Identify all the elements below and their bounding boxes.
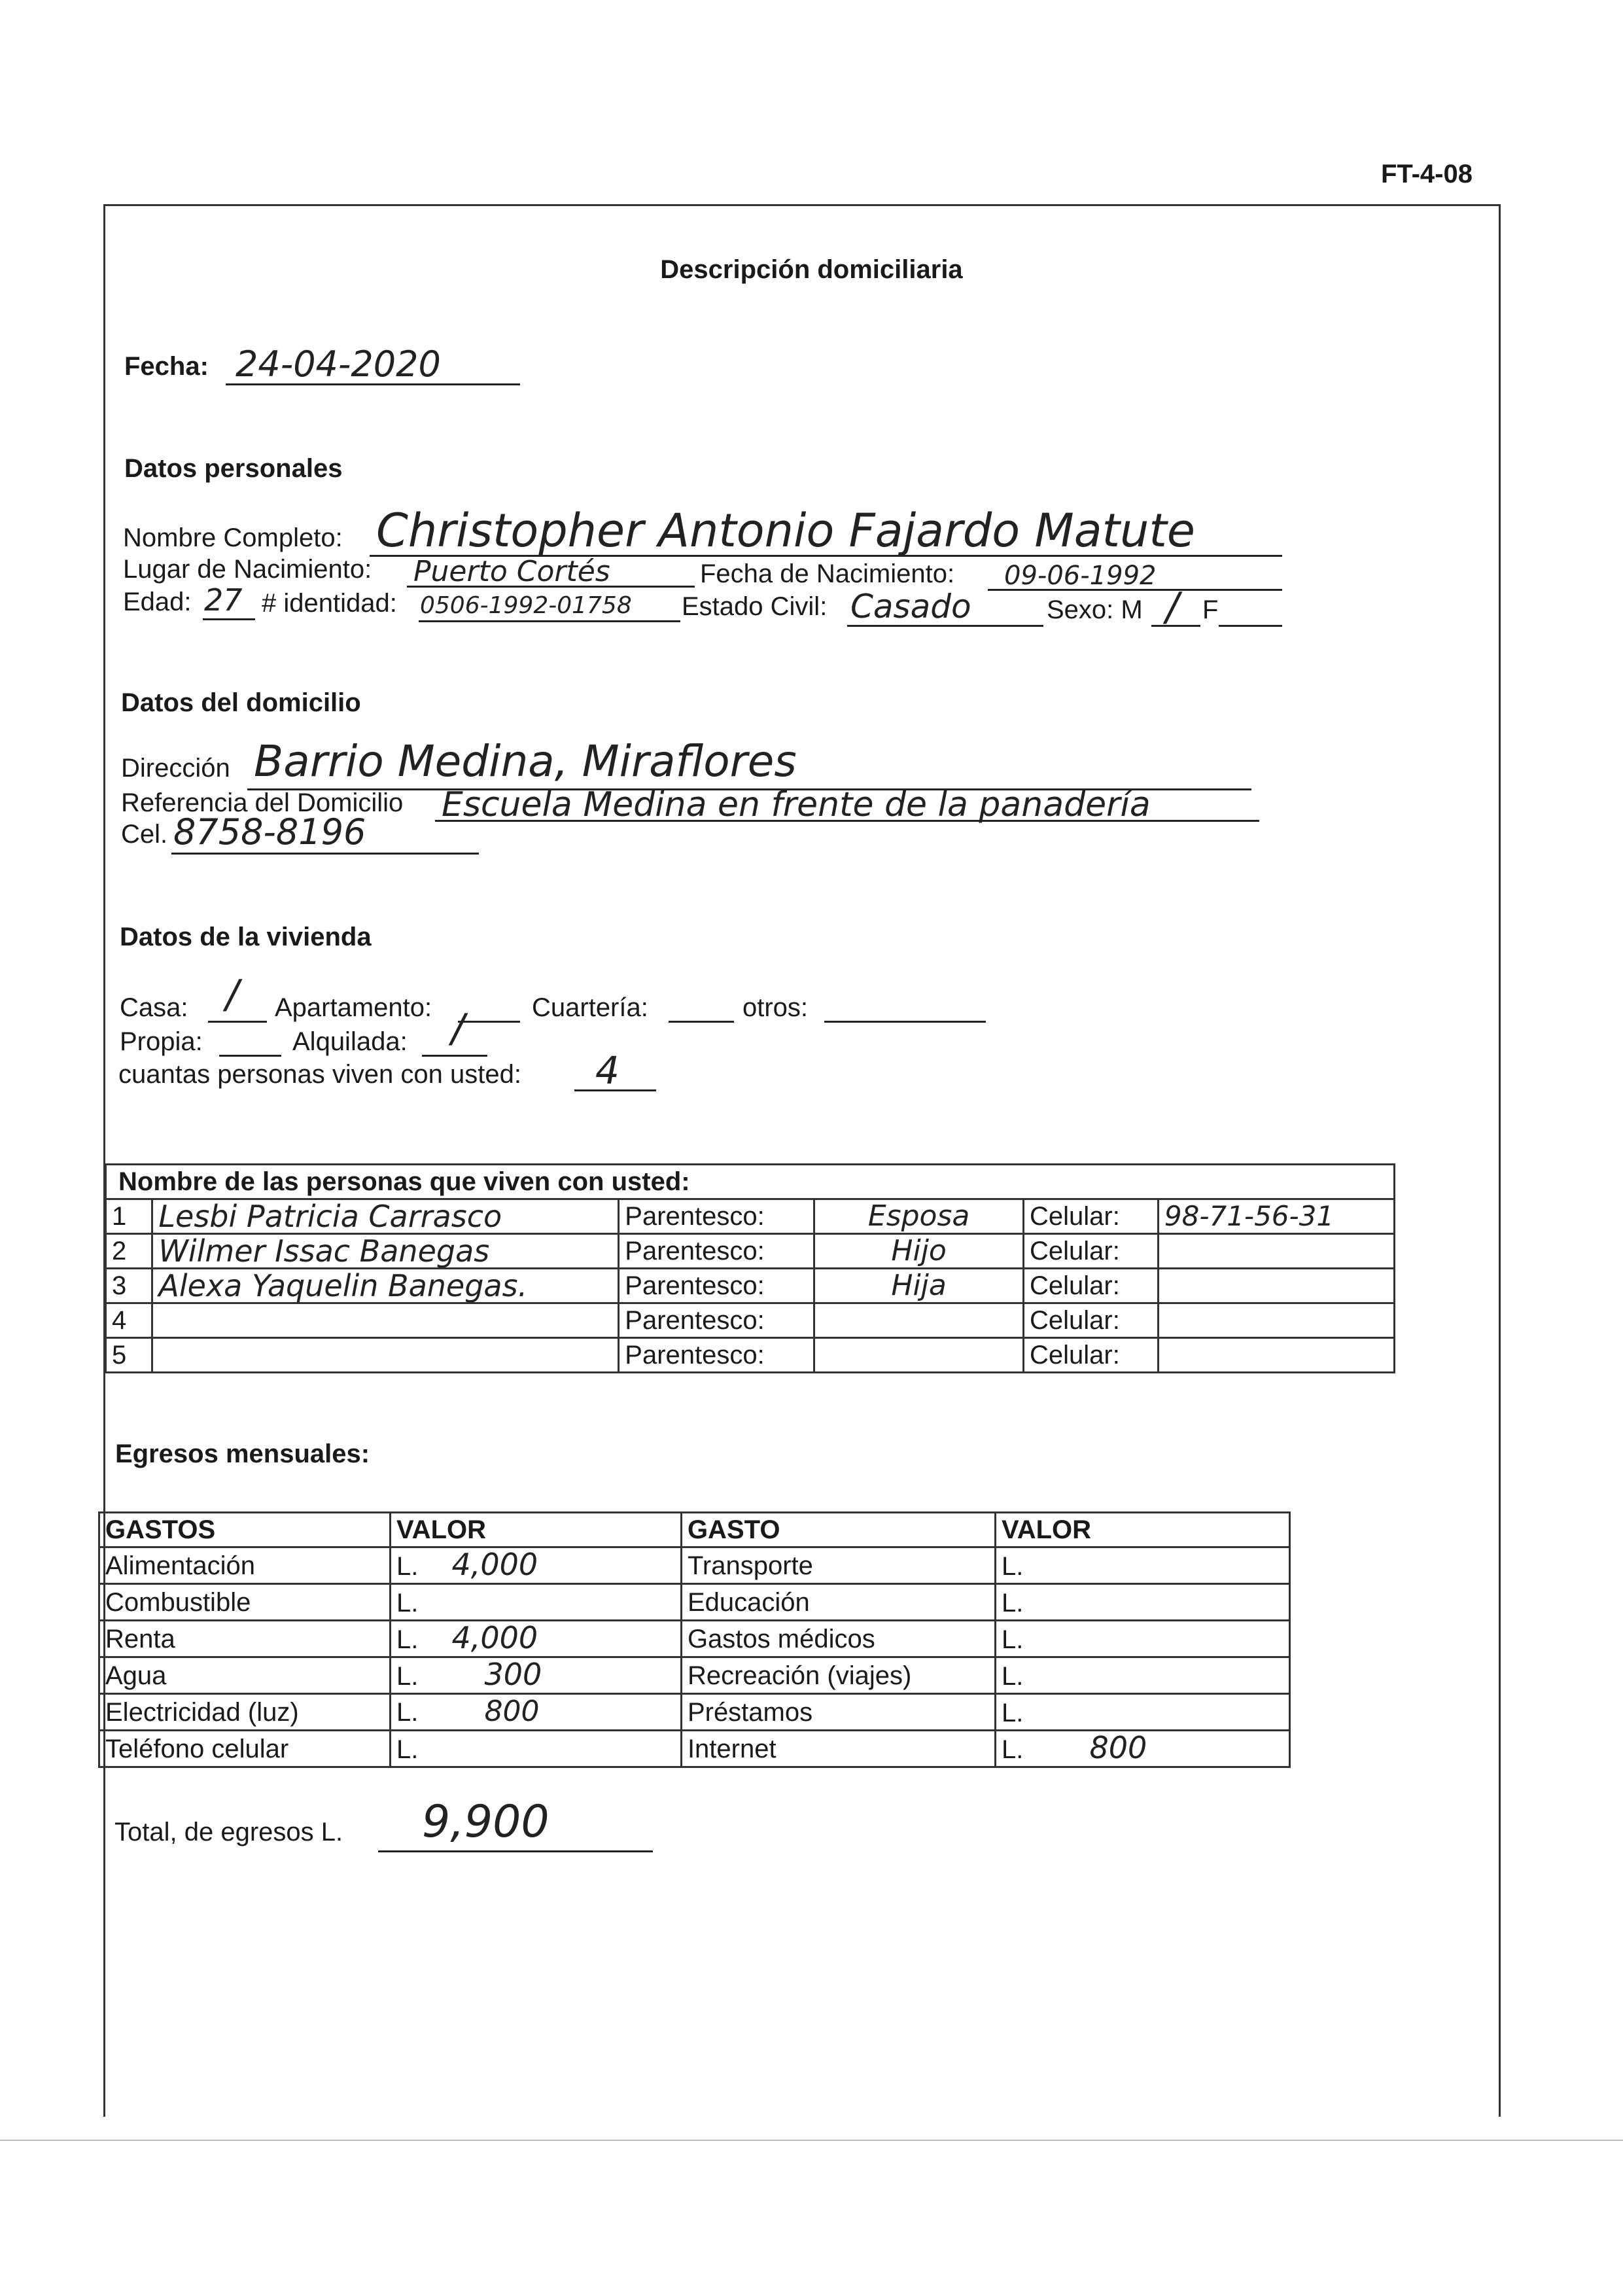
apartamento-line [458, 1021, 520, 1023]
gasto-name: Préstamos [681, 1694, 995, 1731]
otros-line [824, 1021, 986, 1023]
fecha-value[interactable]: 24-04-2020 [236, 344, 441, 385]
alquilada-mark[interactable]: / [451, 1006, 465, 1051]
gasto-name: Electricidad (luz) [99, 1694, 391, 1731]
gasto-valor-cell[interactable] [995, 1547, 1289, 1584]
row-number: 1 [106, 1199, 152, 1234]
gasto-valor-cell[interactable] [390, 1694, 681, 1731]
estado-label: Estado Civil: [682, 592, 828, 621]
currency-label: L. [396, 1625, 419, 1654]
currency-label: L. [396, 1589, 419, 1617]
table-row [99, 1584, 1290, 1621]
currency-label: L. [1001, 1662, 1024, 1691]
direccion-label: Dirección [121, 754, 230, 783]
row-number: 4 [106, 1303, 152, 1338]
fecha-label: Fecha: [124, 352, 209, 381]
alquilada-line [422, 1055, 487, 1057]
personas-value[interactable]: 4 [595, 1048, 620, 1093]
estado-value[interactable]: Casado [850, 588, 971, 626]
currency-label: L. [1001, 1589, 1024, 1617]
parentesco-label: Parentesco: [619, 1338, 814, 1373]
row-number: 5 [106, 1338, 152, 1373]
persona-celular[interactable] [1158, 1303, 1394, 1338]
gasto-valor-cell[interactable] [995, 1694, 1289, 1731]
parentesco-label: Parentesco: [619, 1303, 814, 1338]
referencia-value[interactable]: Escuela Medina en frente de la panadería [442, 785, 1151, 824]
personal-heading: Datos personales [124, 454, 343, 483]
gasto-valor[interactable]: 800 [484, 1695, 540, 1728]
cuarteria-line [669, 1021, 734, 1023]
vivienda-heading: Datos de la vivienda [120, 923, 372, 951]
col-valor: VALOR [390, 1513, 681, 1547]
gasto-name: Internet [681, 1731, 995, 1767]
persona-nombre[interactable]: Lesbi Patricia Carrasco [152, 1199, 619, 1234]
gasto-name: Alimentación [99, 1547, 391, 1584]
identidad-line [419, 620, 680, 622]
total-value[interactable]: 9,900 [422, 1796, 550, 1848]
persona-celular[interactable] [1158, 1338, 1394, 1373]
row-number: 3 [106, 1269, 152, 1303]
table-row [106, 1269, 1395, 1303]
cel-label: Cel. [121, 820, 168, 849]
parentesco-label: Parentesco: [619, 1269, 814, 1303]
lugar-label: Lugar de Nacimiento: [123, 555, 372, 584]
direccion-value[interactable]: Barrio Medina, Miraflores [254, 736, 797, 786]
persona-nombre[interactable]: Wilmer Issac Banegas [152, 1234, 619, 1269]
gasto-valor-cell[interactable] [995, 1584, 1289, 1621]
table-row [99, 1657, 1290, 1694]
table-row [99, 1694, 1290, 1731]
currency-label: L. [396, 1735, 419, 1764]
table-row [106, 1303, 1395, 1338]
referencia-label: Referencia del Domicilio [121, 788, 404, 817]
nombre-label: Nombre Completo: [123, 523, 343, 552]
casa-mark[interactable]: / [226, 972, 239, 1017]
propia-label: Propia: [120, 1027, 203, 1056]
edad-line [203, 618, 255, 620]
edad-value[interactable]: 27 [204, 582, 243, 618]
persona-parentesco[interactable]: Hijo [814, 1234, 1024, 1269]
gasto-name: Combustible [99, 1584, 391, 1621]
sexo-f-label: F [1202, 595, 1219, 624]
celular-label: Celular: [1023, 1303, 1158, 1338]
gasto-valor-cell[interactable] [390, 1731, 681, 1767]
persona-parentesco[interactable] [814, 1338, 1024, 1373]
table-row [99, 1621, 1290, 1657]
currency-label: L. [396, 1662, 419, 1691]
celular-label: Celular: [1023, 1269, 1158, 1303]
gasto-valor-cell[interactable] [390, 1621, 681, 1657]
persona-parentesco[interactable] [814, 1303, 1024, 1338]
total-line [378, 1850, 653, 1852]
parentesco-label: Parentesco: [619, 1234, 814, 1269]
table-row [106, 1199, 1395, 1234]
domicilio-heading: Datos del domicilio [121, 688, 361, 717]
col-gastos: GASTOS [99, 1513, 391, 1547]
nombre-value[interactable]: Christopher Antonio Fajardo Matute [376, 504, 1195, 557]
page-edge-divider [0, 2140, 1623, 2141]
casa-line [208, 1021, 267, 1023]
personas-table-header: Nombre de las personas que viven con usted: [106, 1165, 1395, 1199]
persona-nombre[interactable] [152, 1338, 619, 1373]
edad-label: Edad: [123, 588, 192, 616]
gasto-valor[interactable]: 4,000 [451, 1547, 538, 1582]
table-row [99, 1547, 1290, 1584]
persona-celular[interactable]: 98-71-56-31 [1158, 1199, 1394, 1234]
gasto-valor-cell[interactable] [390, 1584, 681, 1621]
sexo-m-mark[interactable]: / [1166, 584, 1179, 630]
egresos-heading: Egresos mensuales: [115, 1439, 370, 1468]
celular-label: Celular: [1023, 1199, 1158, 1234]
persona-parentesco[interactable]: Hija [814, 1269, 1024, 1303]
gasto-valor[interactable]: 4,000 [451, 1620, 538, 1655]
fecha-nac-value[interactable]: 09-06-1992 [1004, 561, 1157, 591]
cel-line [171, 853, 479, 855]
currency-label: L. [396, 1698, 419, 1727]
gasto-name: Renta [99, 1621, 391, 1657]
form-code: FT-4-08 [1380, 160, 1473, 188]
cel-value[interactable]: 8758-8196 [173, 811, 366, 853]
col-gasto: GASTO [681, 1513, 995, 1547]
otros-label: otros: [742, 993, 809, 1022]
sexo-label: Sexo: M [1047, 595, 1143, 624]
cuarteria-label: Cuartería: [532, 993, 648, 1022]
persona-celular[interactable] [1158, 1269, 1394, 1303]
gasto-valor-cell[interactable] [390, 1657, 681, 1694]
gasto-name: Recreación (viajes) [681, 1657, 995, 1694]
gasto-valor-cell[interactable] [390, 1547, 681, 1584]
gasto-valor-cell[interactable] [995, 1621, 1289, 1657]
apartamento-label: Apartamento: [275, 993, 432, 1022]
casa-label: Casa: [120, 993, 188, 1022]
persona-celular[interactable] [1158, 1234, 1394, 1269]
currency-label: L. [1001, 1699, 1024, 1727]
table-row [106, 1234, 1395, 1269]
persona-nombre[interactable] [152, 1303, 619, 1338]
currency-label: L. [396, 1552, 419, 1581]
fecha-nac-label: Fecha de Nacimiento: [700, 559, 955, 588]
page-title: Descripción domiciliaria [660, 255, 963, 284]
currency-label: L. [1001, 1735, 1024, 1764]
gasto-name: Teléfono celular [99, 1731, 391, 1767]
persona-nombre[interactable]: Alexa Yaquelin Banegas. [152, 1269, 619, 1303]
personas-label: cuantas personas viven con usted: [118, 1060, 521, 1089]
lugar-value[interactable]: Puerto Cortés [413, 555, 610, 588]
row-number: 2 [106, 1234, 152, 1269]
gasto-valor-cell[interactable] [995, 1731, 1289, 1767]
parentesco-label: Parentesco: [619, 1199, 814, 1234]
currency-label: L. [1001, 1625, 1024, 1654]
celular-label: Celular: [1023, 1234, 1158, 1269]
egresos-table [98, 1511, 1291, 1768]
gasto-name: Transporte [681, 1547, 995, 1584]
total-label: Total, de egresos L. [114, 1818, 343, 1846]
gasto-valor[interactable]: 800 [1089, 1730, 1147, 1765]
personas-table [105, 1163, 1395, 1373]
persona-parentesco[interactable]: Esposa [814, 1199, 1024, 1234]
sexo-f-line [1219, 625, 1282, 627]
gasto-valor-cell[interactable] [995, 1657, 1289, 1694]
celular-label: Celular: [1023, 1338, 1158, 1373]
gasto-valor[interactable]: 300 [484, 1657, 542, 1692]
gasto-name: Agua [99, 1657, 391, 1694]
identidad-value[interactable]: 0506-1992-01758 [420, 592, 632, 619]
propia-line [219, 1055, 281, 1057]
col-valor-2: VALOR [995, 1513, 1289, 1547]
currency-label: L. [1001, 1552, 1024, 1581]
gasto-name: Educación [681, 1584, 995, 1621]
identidad-label: # identidad: [262, 589, 397, 618]
table-row [99, 1731, 1290, 1767]
table-row [106, 1338, 1395, 1373]
alquilada-label: Alquilada: [292, 1027, 408, 1056]
gasto-name: Gastos médicos [681, 1621, 995, 1657]
